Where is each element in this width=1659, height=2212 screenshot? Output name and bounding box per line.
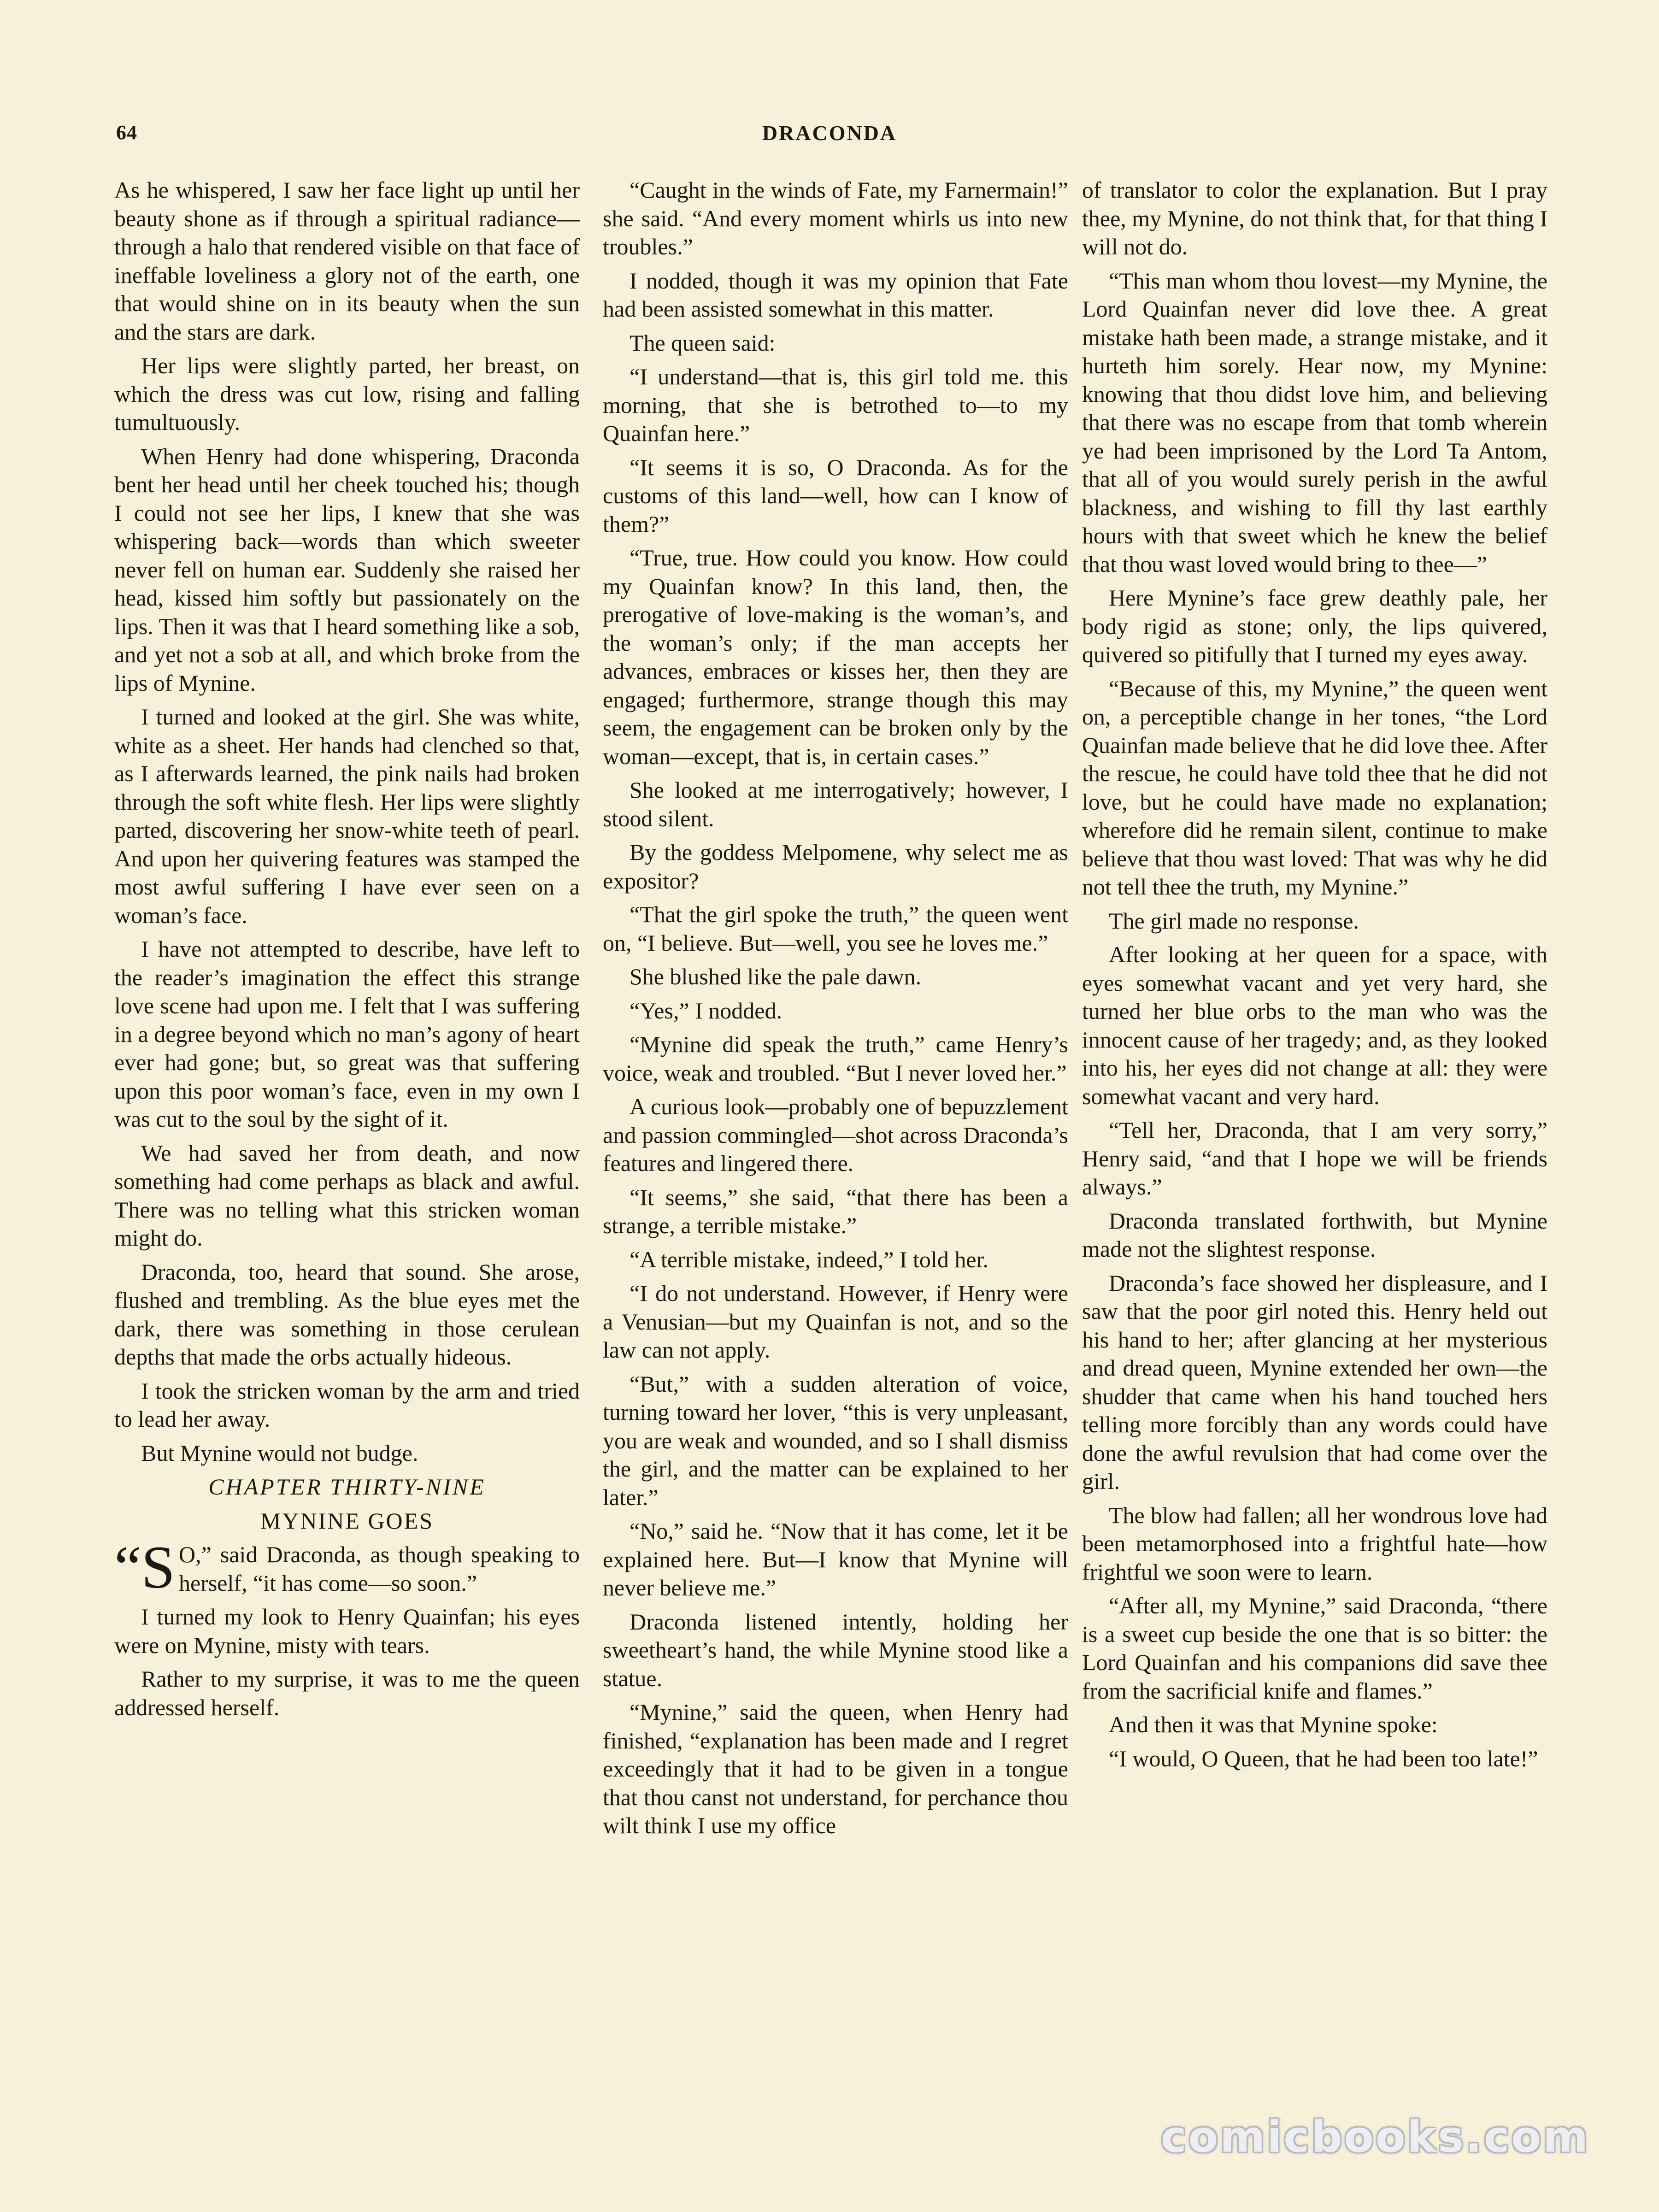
paragraph: “Mynine,” said the queen, when Henry had finished, “explanation has been made and I regret exceedingly that it had to be given in a tongue that thou canst not understand, for perchance thou wilt think I use my office bbox=[603, 1699, 1068, 1838]
paragraph: I have not attempted to describe, have left to the reader’s imagination the effect this strange love scene had upon me. I felt that I was suffering in a degree beyond which no man’s agony of heart ever had gone; but, so great was that suffering upon this poor woman’s face, even in my own I was cut to the soul by the sight of it. bbox=[114, 936, 580, 1132]
opening-paragraph bbox=[114, 1533, 580, 1601]
paragraph: Here Mynine’s face grew deathly pale, her body rigid as stone; only, the lips quivered, quivered so pitifully that I turned my eyes away. bbox=[1082, 585, 1547, 667]
running-head: DRACONDA bbox=[762, 121, 897, 145]
paragraph: But Mynine would not budge. bbox=[141, 1440, 418, 1466]
paragraph: As he whispered, I saw her face light up until her beauty shone as if through a spiritual radiance—through a halo that rendered visible on that face of ineffable loveliness a glory not of the earth, one that would shine on in its beauty when the sun and the stars are dark. bbox=[114, 177, 580, 345]
paragraph: “A terrible mistake, indeed,” I told her. bbox=[629, 1246, 988, 1272]
paragraph: “I would, O Queen, that he had been too late!” bbox=[1109, 1745, 1538, 1771]
paragraph: “This man whom thou lovest—my Mynine, the Lord Quainfan never did love thee. A great mistake hath been made, a strange mistake, and it hurteth him sorely. Hear now, my Mynine: knowing that thou didst love him, and believing that there was no escape from that tomb wherein ye had been imprisoned by the Lord Ta Antom, that all of you would surely perish in the awful blackness, and wishing to fill thy last earthly hours with that sweet which he knew the belief that thou wast loved would bring to thee—” bbox=[1082, 267, 1547, 577]
text-column-2 bbox=[603, 176, 1068, 1846]
chapter-number: CHAPTER THIRTY-NINE bbox=[208, 1474, 486, 1500]
paragraph: “It seems it is so, O Draconda. As for the customs of this land—well, how can I know of them?” bbox=[603, 454, 1068, 537]
paragraph: We had saved her from death, and now something had come perhaps as black and awful. There was no telling what this stricken woman might do. bbox=[114, 1140, 580, 1251]
drop-cap: “S bbox=[114, 1533, 175, 1601]
paragraph: Draconda’s face showed her displeasure, and I saw that the poor girl noted this. Henry held out his hand to her; after glancing at her mysterious and dread queen, Mynine extended her own—the shudder that came when his hand touched hers telling more forcibly than any words could have done the awful revulsion that had come over the girl. bbox=[1082, 1270, 1547, 1494]
paragraph: The queen said: bbox=[629, 329, 776, 356]
paragraph: She blushed like the pale dawn. bbox=[629, 964, 922, 989]
paragraph: “Mynine did speak the truth,” came Henry’s voice, weak and troubled. “But I never loved her.” bbox=[603, 1031, 1068, 1086]
paragraph: I turned and looked at the girl. She was white, white as a sheet. Her hands had clenched so that, as I afterwards learned, the pink nails had broken through the soft white flesh. Her lips were slightly parted, discovering her snow-white teeth of pearl. And upon her quivering features was stamped the most awful suffering I have ever seen on a woman’s face. bbox=[114, 704, 580, 928]
paragraph: “True, true. How could you know. How could my Quainfan know? In this land, then, the prerogative of love-making is the woman’s, and the woman’s only; if the man accepts her advances, embraces or kisses her, then they are engaged; furthermore, strange though this may seem, the engagement can be broken only by the woman—except, that is, in certain cases.” bbox=[603, 545, 1068, 769]
paragraph: By the goddess Melpomene, why select me as expositor? bbox=[603, 839, 1068, 894]
paragraph: “Yes,” I nodded. bbox=[629, 997, 782, 1024]
paragraph: “It seems,” she said, “that there has been a strange, a terrible mistake.” bbox=[603, 1184, 1068, 1238]
paragraph: Rather to my surprise, it was to me the queen addressed herself. bbox=[114, 1666, 580, 1720]
paragraph: The blow had fallen; all her wondrous love had been metamorphosed into a frightful hate—how frightful we soon were to learn. bbox=[1082, 1502, 1547, 1585]
paragraph: “After all, my Mynine,” said Draconda, “there is a sweet cup beside the one that is so bitter: the Lord Quainfan and his companions did save thee from the sacrificial knife and flames.” bbox=[1082, 1593, 1547, 1704]
paragraph: Draconda listened intently, holding her sweetheart’s hand, the while Mynine stood like a statue. bbox=[603, 1608, 1068, 1691]
paragraph: Draconda translated forthwith, but Mynine made not the slightest response. bbox=[1082, 1207, 1547, 1262]
paragraph: When Henry had done whispering, Draconda bent her head until her cheek touched his; though I could not see her lips, I knew that she was whispering back—words than which sweeter never fell on human ear. Suddenly she raised her head, kissed him softly but passionately on the lips. Then it was that I heard something like a sob, and yet not a sob at all, and which broke from the lips of Mynine. bbox=[114, 443, 580, 696]
text-column-3 bbox=[1082, 176, 1547, 1778]
paragraph: And then it was that Mynine spoke: bbox=[1109, 1712, 1438, 1737]
paragraph: “Caught in the winds of Fate, my Farnermain!” she said. “And every moment whirls us into new troubles.” bbox=[603, 177, 1068, 259]
paragraph: A curious look—probably one of bepuzzlement and passion commingled—shot across Draconda’s features and lingered there. bbox=[603, 1094, 1068, 1176]
text-column-1 bbox=[114, 176, 580, 1727]
paragraph: The girl made no response. bbox=[1109, 907, 1359, 934]
paragraph: “That the girl spoke the truth,” the queen went on, “I believe. But—well, you see he loves me.” bbox=[603, 901, 1068, 956]
paragraph: “No,” said he. “Now that it has come, let it be explained here. But—I know that Mynine will never believe me.” bbox=[603, 1518, 1068, 1600]
chapter-title: MYNINE GOES bbox=[260, 1507, 434, 1534]
paragraph: “But,” with a sudden alteration of voice, turning toward her lover, “this is very unpleasant, you are weak and wounded, and so I shall dismiss the girl, and the matter can be explained to her later.” bbox=[603, 1371, 1068, 1510]
paragraph: Draconda, too, heard that sound. She arose, flushed and trembling. As the blue eyes met the dark, there was something in those cerulean depths that made the orbs actually hideous. bbox=[114, 1259, 580, 1370]
watermark-logo: comicbooks.com bbox=[1160, 2112, 1590, 2162]
paragraph: I took the stricken woman by the arm and tried to lead her away. bbox=[114, 1377, 580, 1432]
paragraph: I nodded, though it was my opinion that Fate had been assisted somewhat in this matter. bbox=[603, 267, 1068, 322]
paragraph: “Because of this, my Mynine,” the queen went on, a perceptible change in her tones, “the Lord Quainfan made believe that he did love thee. After the rescue, he could have told thee that he did not love, but he could have made no explanation; wherefore did he remain silent, continue to make believe that thou wast loved: That was why he did not tell thee the truth, my Mynine.” bbox=[1082, 675, 1547, 900]
paragraph: “I do not understand. However, if Henry were a Venusian—but my Quainfan is not, and so the law can not apply. bbox=[603, 1280, 1068, 1363]
paragraph: of translator to color the explanation. But I pray thee, my Mynine, do not think that, for that thing I will not do. bbox=[1082, 177, 1547, 259]
opening-paragraph-text: O,” said Draconda, as though speaking to herself, “it has come—so soon.” bbox=[179, 1541, 580, 1596]
page-number: 64 bbox=[116, 121, 137, 144]
paragraph: I turned my look to Henry Quainfan; his eyes were on Mynine, misty with tears. bbox=[114, 1604, 580, 1658]
paragraph: Her lips were slightly parted, her breast, on which the dress was cut low, rising and falling tumultuously. bbox=[114, 353, 580, 435]
paragraph: After looking at her queen for a space, with eyes somewhat vacant and yet very hard, she turned her blue orbs to the man who was the innocent cause of her tragedy; and, as they looked into his, her eyes did not change at all: they were somewhat vacant and very hard. bbox=[1082, 941, 1547, 1109]
paragraph: “Tell her, Draconda, that I am very sorry,” Henry said, “and that I hope we will be friends always.” bbox=[1082, 1117, 1547, 1200]
paragraph: “I understand—that is, this girl told me. this morning, that she is betrothed to—to my Quainfan here.” bbox=[603, 364, 1068, 446]
paragraph: She looked at me interrogatively; however, I stood silent. bbox=[603, 777, 1068, 831]
